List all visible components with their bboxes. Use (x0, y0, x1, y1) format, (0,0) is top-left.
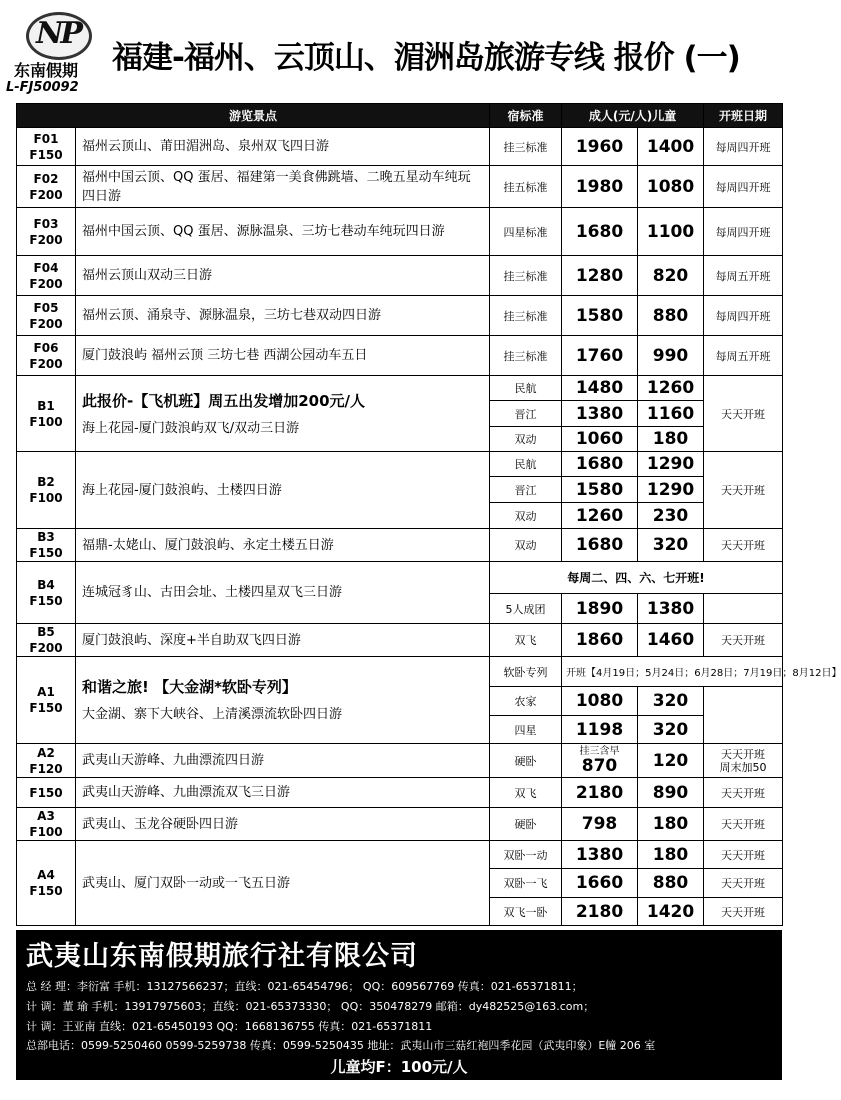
route-description: 武夷山天游峰、九曲漂流四日游 (76, 744, 490, 778)
table-row (17, 128, 783, 166)
adult-price-cell (562, 744, 638, 778)
child-price: 1290 (638, 452, 704, 477)
route-code: A4 F150 (17, 841, 76, 926)
header (0, 0, 800, 98)
child-price: 1100 (638, 208, 704, 256)
table-header-row (17, 104, 783, 128)
schedule: 天天开班 (704, 778, 783, 808)
schedule: 每周四开班 (704, 128, 783, 166)
column-header: 游览景点 (17, 104, 490, 128)
route-code: F03 F200 (17, 208, 76, 256)
route-code: B5 F200 (17, 624, 76, 657)
hotel-standard: 四星 (490, 716, 562, 744)
route-description: 福州中国云顶、QQ 蛋居、福建第一美食佛跳墙、二晚五星动车纯玩四日游 (76, 166, 490, 208)
logo-np-mark: NP (36, 16, 80, 51)
price-table (16, 103, 841, 926)
train-label: 软卧专列 (490, 657, 562, 687)
transport-option: 双卧一动 (490, 841, 562, 869)
route-description: 福鼎-太姥山、厦门鼓浪屿、永定土楼五日游 (76, 529, 490, 562)
schedule: 每周五开班 (704, 256, 783, 296)
route-description: 连城冠豸山、古田会址、土楼四星双飞三日游 (76, 562, 490, 624)
route-code: F06 F200 (17, 336, 76, 376)
footer-contact (16, 930, 782, 1080)
schedule: 每周五开班 (704, 336, 783, 376)
table-row (17, 452, 783, 477)
child-price: 1260 (638, 376, 704, 401)
route-code: F150 (17, 778, 76, 808)
route-code: F04 F200 (17, 256, 76, 296)
child-price: 880 (638, 869, 704, 898)
child-price: 320 (638, 716, 704, 744)
child-price: 120 (638, 744, 704, 778)
adult-price: 1580 (562, 477, 638, 503)
schedule: 天天开班 (704, 376, 783, 452)
page-title: 福建-福州、云顶山、湄洲岛旅游专线 报价 (一) (112, 40, 740, 76)
logo-text: 东南假期 (14, 61, 79, 80)
table-row (17, 529, 783, 562)
route-code: F05 F200 (17, 296, 76, 336)
route-description: 武夷山、玉龙谷硬卧四日游 (76, 808, 490, 841)
child-price: 1460 (638, 624, 704, 657)
schedule: 天天开班 (704, 869, 783, 898)
transport-option: 双飞一卧 (490, 898, 562, 926)
schedule: 天天开班 (704, 841, 783, 869)
hotel-standard: 硬卧 (490, 744, 562, 778)
table-row (17, 744, 783, 778)
table-row (17, 376, 783, 401)
route-note: 和谐之旅! 【大金湖*软卧专列】 (82, 678, 297, 696)
table-row (17, 808, 783, 841)
route-code: F01 F150 (17, 128, 76, 166)
adult-price: 1760 (562, 336, 638, 376)
schedule: 天天开班 (704, 452, 783, 529)
schedule: 天天开班 (704, 624, 783, 657)
transport-option: 双动 (490, 427, 562, 452)
adult-price: 1060 (562, 427, 638, 452)
table-row (17, 562, 783, 594)
schedule: 每周四开班 (704, 296, 783, 336)
route-description: 福州云顶山、莆田湄洲岛、泉州双飞四日游 (76, 128, 490, 166)
schedule-note: 每周二、四、六、七开班! (490, 562, 783, 594)
child-price: 1080 (638, 166, 704, 208)
table-row (17, 208, 783, 256)
child-price: 320 (638, 529, 704, 562)
company-logo (6, 8, 104, 96)
group-size: 5人成团 (490, 594, 562, 624)
route-description: 此报价-【飞机班】周五出发增加200元/人 海上花园-厦门鼓浪屿双飞/双动三日游 (76, 376, 490, 452)
column-header: 成人(元/人)儿童 (562, 104, 704, 128)
table-row (17, 624, 783, 657)
adult-price: 1890 (562, 594, 638, 624)
column-header: 开班日期 (704, 104, 783, 128)
child-price: 230 (638, 503, 704, 529)
hotel-standard: 挂三标准 (490, 336, 562, 376)
license-number: L-FJ50092 (6, 80, 79, 95)
child-price: 890 (638, 778, 704, 808)
adult-price: 1680 (562, 529, 638, 562)
route-code: B1 F100 (17, 376, 76, 452)
transport-option: 双动 (490, 503, 562, 529)
adult-price: 1480 (562, 376, 638, 401)
route-description: 武夷山天游峰、九曲漂流双飞三日游 (76, 778, 490, 808)
child-price: 990 (638, 336, 704, 376)
transport-option: 民航 (490, 452, 562, 477)
adult-price: 1980 (562, 166, 638, 208)
transport-option: 双卧一飞 (490, 869, 562, 898)
route-description: 厦门鼓浪屿 福州云顶 三坊七巷 西湖公园动车五日 (76, 336, 490, 376)
adult-price: 1198 (562, 716, 638, 744)
child-price: 180 (638, 427, 704, 452)
route-code: B4 F150 (17, 562, 76, 624)
route-code: F02 F200 (17, 166, 76, 208)
hotel-standard: 双飞 (490, 778, 562, 808)
adult-price: 1660 (562, 869, 638, 898)
adult-price: 1580 (562, 296, 638, 336)
contact-line: 总部电话：0599-5250460 0599-5259738 传真：0599-5250435 地址：武夷山市三菇红袍四季花园（武夷印象）E幢 206 室 (26, 1039, 656, 1052)
table-row (17, 256, 783, 296)
hotel-standard: 挂三标准 (490, 128, 562, 166)
schedule-empty (704, 594, 783, 624)
adult-price: 798 (562, 808, 638, 841)
contact-line: 计 调：王亚南 直线：021-65450193 QQ：1668136755 传真：021-65371811 (26, 1020, 433, 1033)
hotel-standard: 双动 (490, 529, 562, 562)
table-row (17, 657, 783, 687)
child-price: 1290 (638, 477, 704, 503)
adult-price: 1380 (562, 401, 638, 427)
table-row (17, 336, 783, 376)
route-description: 海上花园-厦门鼓浪屿、土楼四日游 (76, 452, 490, 529)
schedule: 每周四开班 (704, 208, 783, 256)
adult-price: 1280 (562, 256, 638, 296)
hotel-standard: 硬卧 (490, 808, 562, 841)
transport-option: 晋江 (490, 477, 562, 503)
adult-price: 1080 (562, 687, 638, 716)
hotel-standard: 农家 (490, 687, 562, 716)
adult-price: 1380 (562, 841, 638, 869)
price-note: 挂三含早 (579, 746, 620, 757)
schedule: 每周四开班 (704, 166, 783, 208)
transport-option: 民航 (490, 376, 562, 401)
route-description: 武夷山、厦门双卧一动或一飞五日游 (76, 841, 490, 926)
schedule: 天天开班 (704, 808, 783, 841)
child-price-note: 儿童均F：100元/人 (330, 1058, 468, 1076)
table-row (17, 778, 783, 808)
route-description: 和谐之旅! 【大金湖*软卧专列】 大金湖、寨下大峡谷、上清溪漂流软卧四日游 (76, 657, 490, 744)
route-code: A3 F100 (17, 808, 76, 841)
adult-price: 1680 (562, 208, 638, 256)
route-description: 厦门鼓浪屿、深度+半自助双飞四日游 (76, 624, 490, 657)
column-header: 宿标准 (490, 104, 562, 128)
child-price: 180 (638, 841, 704, 869)
route-code: B2 F100 (17, 452, 76, 529)
child-price: 320 (638, 687, 704, 716)
hotel-standard: 挂五标准 (490, 166, 562, 208)
hotel-standard: 挂三标准 (490, 296, 562, 336)
route-code: A2 F120 (17, 744, 76, 778)
schedule: 天天开班 (704, 529, 783, 562)
hotel-standard: 挂三标准 (490, 256, 562, 296)
schedule: 天天开班 周末加50 (704, 744, 783, 778)
route-code: A1 F150 (17, 657, 76, 744)
table-row (17, 841, 783, 869)
route-description: 福州云顶、涌泉寺、源脉温泉，三坊七巷双动四日游 (76, 296, 490, 336)
adult-price: 1680 (562, 452, 638, 477)
contact-line: 计 调：董 瑜 手机：13917975603；直线：021-65373330； QQ：350478279 邮箱：dy482525@163.com； (26, 1000, 595, 1013)
adult-price: 2180 (562, 778, 638, 808)
company-name: 武夷山东南假期旅行社有限公司 (26, 941, 418, 972)
route-note: 此报价-【飞机班】周五出发增加200元/人 (82, 391, 366, 410)
contact-line: 总 经 理：李衍富 手机：13127566237；直线：021-65454796； QQ：609567769 传真：021-65371811； (26, 980, 583, 993)
schedule: 天天开班 (704, 898, 783, 926)
train-dates: 开班【4月19日；5月24日；6月28日；7月19日；8月12日】 (562, 657, 783, 687)
child-price: 820 (638, 256, 704, 296)
adult-price: 1860 (562, 624, 638, 657)
child-price: 1380 (638, 594, 704, 624)
adult-price: 1960 (562, 128, 638, 166)
child-price: 1420 (638, 898, 704, 926)
adult-price: 1260 (562, 503, 638, 529)
child-price: 880 (638, 296, 704, 336)
adult-price: 2180 (562, 898, 638, 926)
child-price: 180 (638, 808, 704, 841)
route-description: 福州云顶山双动三日游 (76, 256, 490, 296)
hotel-standard: 四星标准 (490, 208, 562, 256)
transport-option: 晋江 (490, 401, 562, 427)
route-code: B3 F150 (17, 529, 76, 562)
child-price: 1160 (638, 401, 704, 427)
schedule-empty (704, 687, 783, 744)
hotel-standard: 双飞 (490, 624, 562, 657)
table-row (17, 296, 783, 336)
route-description: 福州中国云顶、QQ 蛋居、源脉温泉、三坊七巷动车纯玩四日游 (76, 208, 490, 256)
child-price: 1400 (638, 128, 704, 166)
adult-price: 870 (581, 756, 618, 776)
table-row (17, 166, 783, 208)
